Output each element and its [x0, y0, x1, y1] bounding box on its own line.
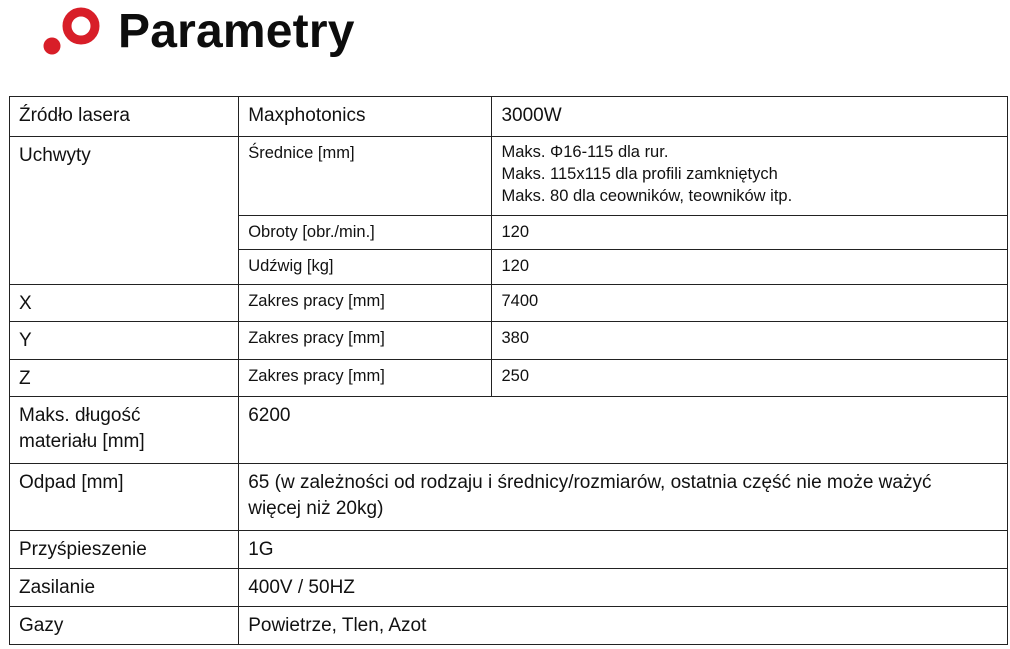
row-label: Odpad [mm] — [10, 464, 239, 531]
value-line: Maks. Φ16-115 dla rur. — [501, 143, 669, 161]
row-sub-label: Udźwig [kg] — [239, 250, 492, 285]
table-row — [10, 569, 1008, 607]
row-sub-label: Maxphotonics — [239, 97, 492, 137]
row-value: 120 — [492, 216, 1008, 250]
brand-logo-icon — [40, 2, 104, 62]
table-row — [10, 531, 1008, 569]
row-sub-label: Zakres pracy [mm] — [239, 285, 492, 322]
row-sub-label: Zakres pracy [mm] — [239, 360, 492, 397]
parameters-table — [9, 96, 1008, 645]
row-label: Uchwyty — [10, 137, 239, 285]
row-value: 120 — [492, 250, 1008, 285]
label-line: Maks. długość — [19, 405, 141, 426]
row-value: 1G — [239, 531, 1008, 569]
row-label: X — [10, 285, 239, 322]
value-line: Maks. 80 dla ceowników, teowników itp. — [501, 187, 793, 205]
table-row — [10, 285, 1008, 322]
row-value — [492, 137, 1008, 216]
row-value: 400V / 50HZ — [239, 569, 1008, 607]
row-value: 6200 — [239, 397, 1008, 464]
label-line: materiału [mm] — [19, 431, 145, 452]
table-row — [10, 97, 1008, 137]
page-header — [40, 2, 440, 62]
row-value: Powietrze, Tlen, Azot — [239, 607, 1008, 645]
value-line: więcej niż 20kg) — [248, 498, 384, 519]
table-row — [10, 137, 1008, 216]
row-label: Przyśpieszenie — [10, 531, 239, 569]
row-label: Zasilanie — [10, 569, 239, 607]
value-line: Maks. 115x115 dla profili zamkniętych — [501, 165, 778, 183]
row-sub-label: Obroty [obr./min.] — [239, 216, 492, 250]
row-label: Y — [10, 322, 239, 360]
table-row — [10, 607, 1008, 645]
row-label — [10, 397, 239, 464]
row-sub-label: Zakres pracy [mm] — [239, 322, 492, 360]
row-value: 380 — [492, 322, 1008, 360]
table-row — [10, 322, 1008, 360]
table-row — [10, 397, 1008, 464]
row-value — [239, 464, 1008, 531]
row-value: 3000W — [492, 97, 1008, 137]
row-value: 7400 — [492, 285, 1008, 322]
row-label: Źródło lasera — [10, 97, 239, 137]
row-label: Z — [10, 360, 239, 397]
row-label: Gazy — [10, 607, 239, 645]
row-value: 250 — [492, 360, 1008, 397]
value-line: 65 (w zależności od rodzaju i średnicy/rozmiarów, ostatnia część nie może ważyć — [248, 472, 932, 493]
page-title: Parametry — [118, 5, 355, 58]
table-row — [10, 464, 1008, 531]
table-row — [10, 360, 1008, 397]
row-sub-label: Średnice [mm] — [239, 137, 492, 216]
